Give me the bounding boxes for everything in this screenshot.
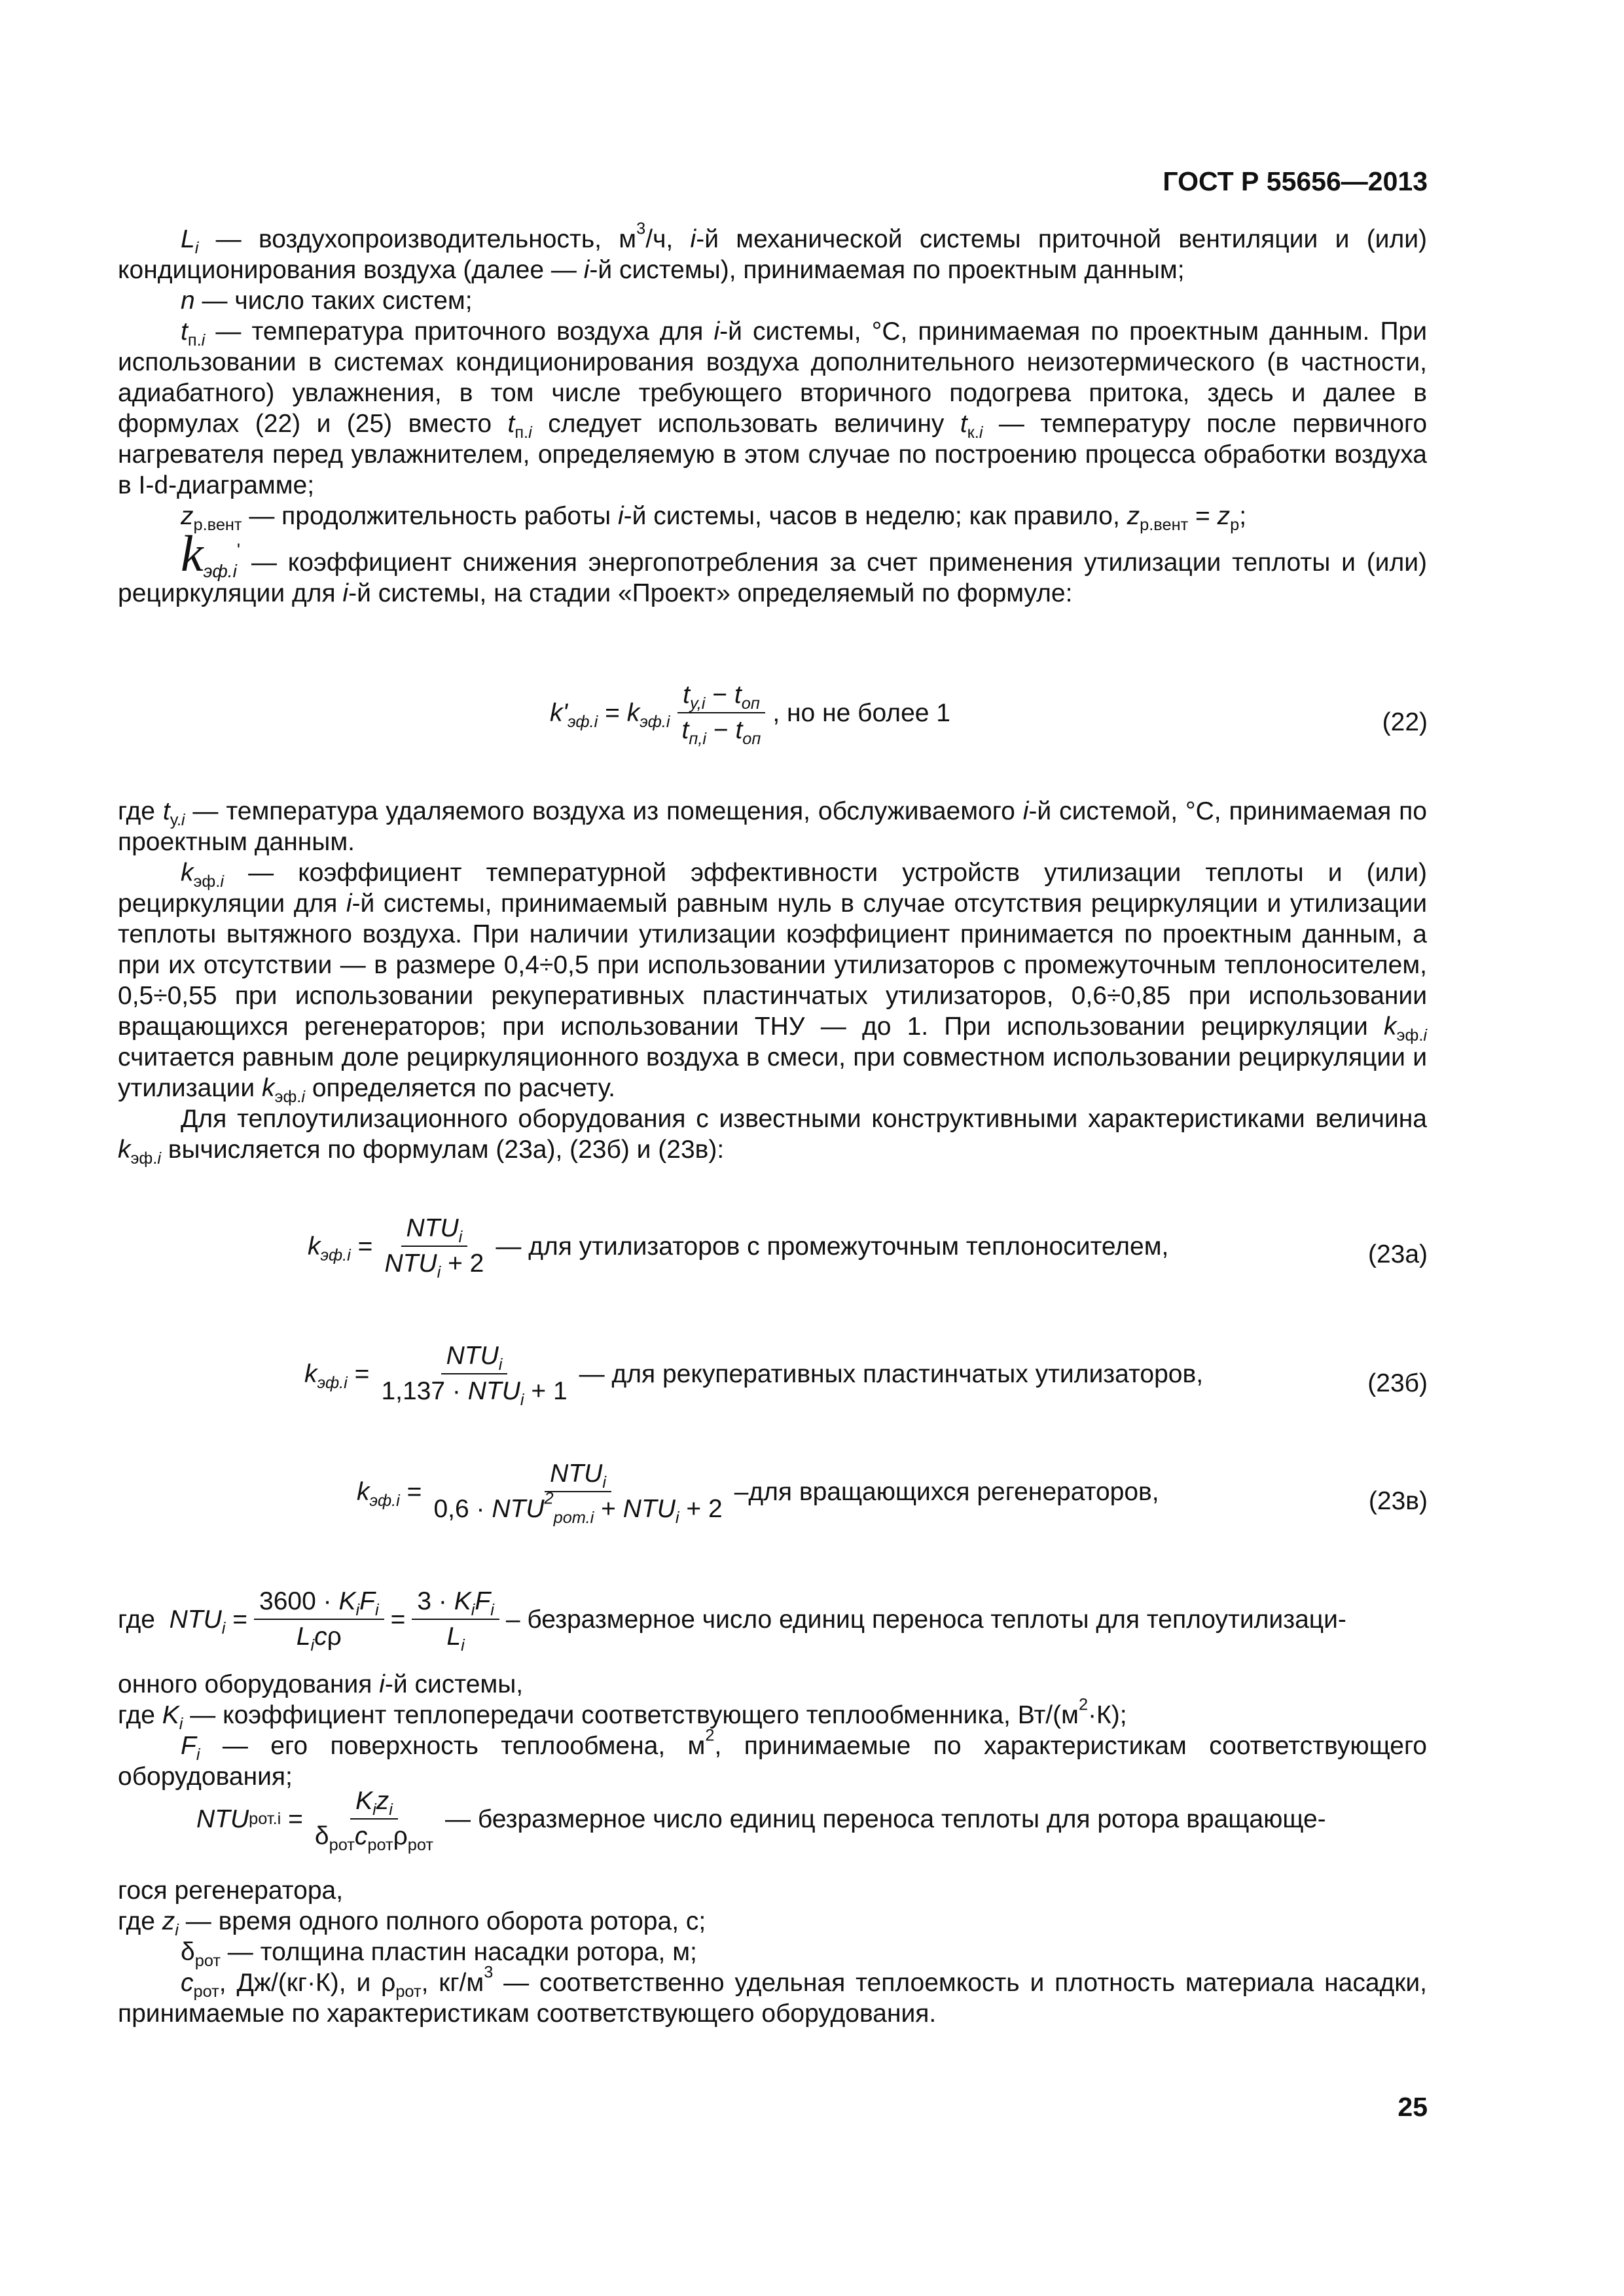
eq23a-number: (23а)	[1367, 1240, 1428, 1268]
rot-def-cont: гося регенератора,	[118, 1876, 344, 1905]
ntu-def-cont: онного оборудования i-й системы,	[118, 1670, 524, 1698]
eq23b-description: — для рекуперативных пластинчатых утилизаторов,	[579, 1359, 1204, 1388]
definitions-block-1	[118, 219, 1428, 609]
eq22-number: (22)	[1382, 708, 1428, 736]
eq23c-number: (23в)	[1368, 1487, 1428, 1515]
page-number: 25	[1398, 2092, 1428, 2122]
definitions-block-2	[118, 796, 1427, 1168]
def-F: $F_i$ — его поверхность теплообмена, $м^2$, принимаемые по характеристикам соответствующего оборудования;	[118, 1726, 1427, 1791]
equation-23a: $k_{эф.i}$ = $\frac{NTU_i}{NTU_i + 2}$ — для утилизаторов с промежуточным теплоносителем,	[308, 1214, 1169, 1282]
equation-22: $k'_{эф.i}$ = $k_{эф.i}$ $\frac{t_{y,i} - t_{оп}}{t_{п,i} - t_{оп}}$ , но не более 1	[550, 681, 950, 748]
def-k-prime: $k_{эф.i}'$ — коэффициент снижения энергопотребления за счет применения утилизации теплоты и (или) рециркуляции для i-й системы, на стадии «Проект» определяемый по формуле:	[118, 525, 1427, 607]
eq22-condition: , но не более 1	[772, 698, 950, 727]
ntu-rot-definition: NTU рот.i = $\frac{K_iz_i}{\delta_{рот}c_{рот}\rho_{рот}}$ — безразмерное число единиц переноса теплоты для ротора вращающе-	[196, 1787, 1326, 1854]
def-z-i: где $z_i$ — время одного полного оборота ротора, с;	[118, 1907, 706, 1939]
def-K: где $K_i$ — коэффициент теплопередачи соответствующего теплообменника, $Вт/(м^2\cdot К)$;	[118, 1695, 1127, 1733]
eq23b-number: (23б)	[1367, 1369, 1428, 1397]
def-z: $z_{р.вент}$ — продолжительность работы i-й системы, часов в неделю; как правило, $z_{р.вент} = z_р$;	[181, 502, 1247, 534]
def-delta: $\delta_{рот}$ — толщина пластин насадки ротора, м;	[181, 1938, 697, 1970]
def-L: $L_i$ — воздухопроизводительность, $м^3/ч$, i-й механической системы приточной вентиляции и (или) кондиционирования воздуха (далее — i-й системы), принимаемая по проектным данным;	[118, 219, 1427, 284]
eq23c-description: –для вращающихся регенераторов,	[734, 1477, 1159, 1506]
document-header: ГОСТ Р 55656—2013	[1163, 166, 1428, 196]
formulas-intro: Для теплоутилизационного оборудования с известными конструктивными характеристиками величина $k_{эф.i}$ вычисляется по формулам (23а), (23б) и (23в):	[118, 1105, 1427, 1168]
def-ty: где $t_{у.i}$ — температура удаляемого воздуха из помещения, обслуживаемого i-й системой, °С, принимаемая по проектным данным.	[118, 797, 1427, 856]
eq23a-description: — для утилизаторов с промежуточным теплоносителем,	[496, 1232, 1169, 1261]
eq22-fraction: $\frac{t_{y,i} - t_{оп}}{t_{п,i} - t_{оп}}$	[677, 681, 767, 745]
definitions-block-4	[118, 1875, 1427, 2029]
definitions-block-3	[118, 1669, 1427, 1792]
def-tp: $t_{п.i}$ — температура приточного воздуха для i-й системы, °С, принимаемая по проектным данным. При использовании в системах кондиционирования воздуха дополнительного неизотермического (в частности, адиабатного) увлажнения, в том числе требующего вторичного подогрева притока, здесь и далее в формулах (22) и (25) вместо $t_{п.i}$ следует использовать величину $t_{к.i}$ — температуру после первичного нагревателя перед увлажнителем, определяемую в этом случае по построению процесса обработки воздуха в I-d-диаграмме;	[118, 317, 1428, 499]
equation-23b: $k_{эф.i}$ = $\frac{NTU_i}{1,137 \cdot NTU_i + 1}$ — для рекуперативных пластинчатых утилизаторов,	[304, 1342, 1204, 1409]
def-c-rho: $c_{рот}$, Дж/(кг·К), и $\rho_{рот}$, $кг/м^3$ — соответственно удельная теплоемкость и плотность материала насадки, принимаемые по характеристикам соответствующего оборудования.	[118, 1963, 1427, 2028]
equation-23c: $k_{эф.i}$ = $\frac{NTU_i}{0,6 \cdot NTU^2_{рот.i} + NTU_i + 2}$ –для вращающихся регенераторов,	[357, 1460, 1159, 1527]
def-n: n — число таких систем;	[181, 287, 473, 315]
def-keff: $k_{эф.i}$ — коэффициент температурной эффективности устройств утилизации теплоты и (или) рециркуляции для i-й системы, принимаемый равным нуль в случае отсутствия рециркуляции и утилизации теплоты вытяжного воздуха. При наличии утилизации коэффициент принимается по проектным данным, а при их отсутствии — в размере 0,4÷0,5 при использовании утилизаторов с промежуточным теплоносителем, 0,5÷0,55 при использовании рекуперативных пластинчатых утилизаторов, 0,6÷0,85 при использовании вращающихся регенераторов; при использовании ТНУ — до 1. При использовании рециркуляции $k_{эф.i}$ считается равным доле рециркуляционного воздуха в смеси, при совместном использовании рециркуляции и утилизации $k_{эф.i}$ определяется по расчету.	[118, 859, 1427, 1106]
ntu-definition: где $NTU_i$ = $\frac{3600 \cdot K_iF_i}{L_ic\rho}$ = $\frac{3 \cdot K_iF_i}{L_i}$ – безразмерное число единиц переноса теплоты для теплоутилизаци-	[118, 1587, 1346, 1655]
